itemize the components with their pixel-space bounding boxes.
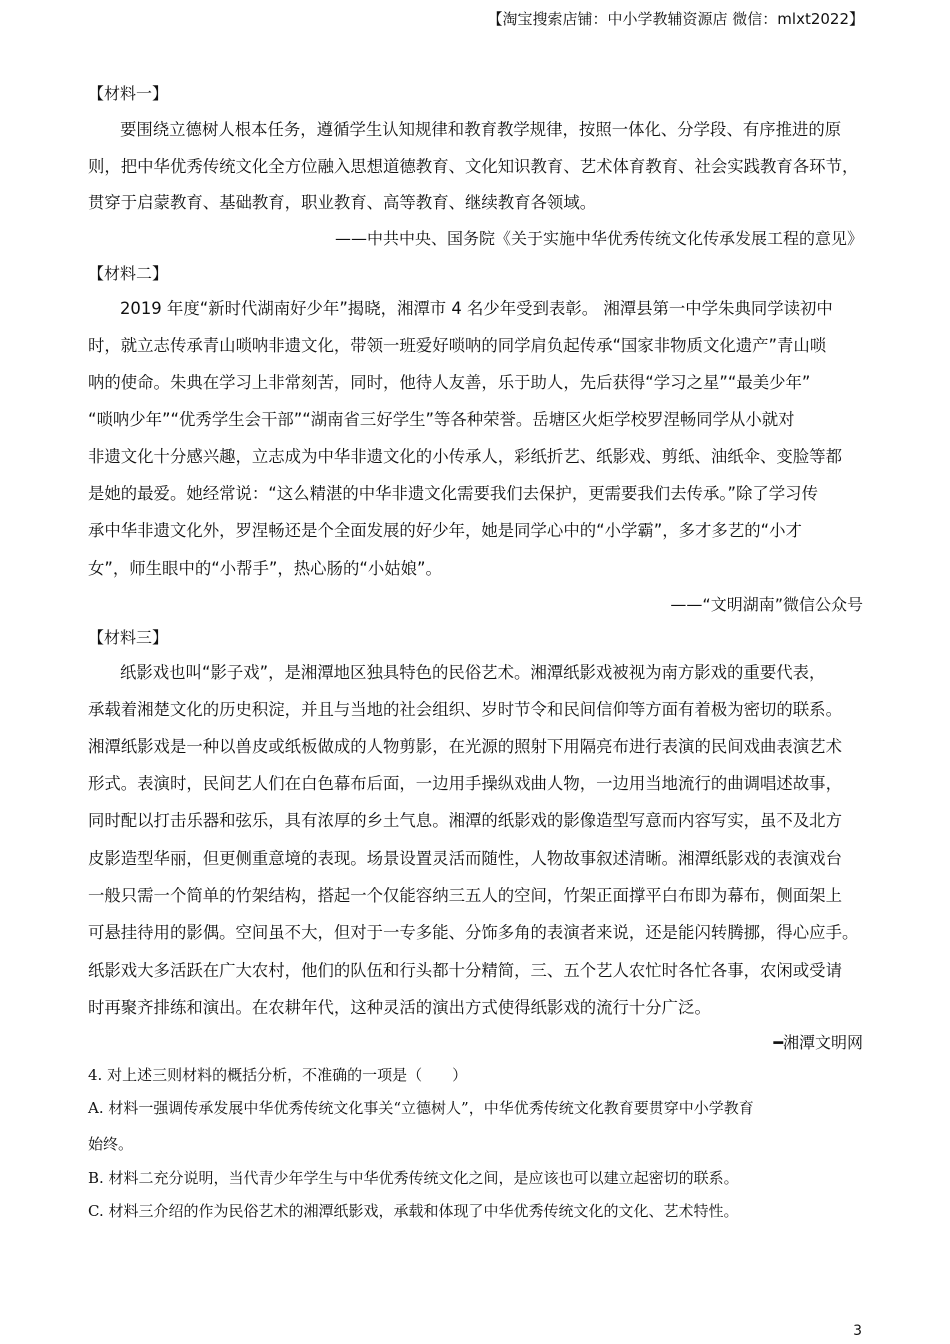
material3-line: 时再聚齐排练和演出。在农耕年代，这种灵活的演出方式使得纸影戏的流行十分广泛。 (88, 998, 711, 1017)
material3-source: ━湘潭文明网 (773, 1033, 863, 1052)
material3-line: 纸影戏也叫“影子戏”，是湘潭地区独具特色的民俗艺术。湘潭纸影戏被视为南方影戏的重要代表， (120, 663, 826, 682)
material2-line: 2019 年度“新时代湖南好少年”揭晓，湘潭市 4 名少年受到表彰。 湘潭县第一中学朱典同学读初中 (120, 299, 833, 318)
material3-line: 纸影戏大多活跃在广大农村，他们的队伍和行头都十分精简，三、五个艺人农忙时各忙各事，农闲或受请 (88, 961, 842, 980)
option-c: C. 材料三介绍的作为民俗艺术的湘潭纸影戏，承载和体现了中华优秀传统文化的文化、艺术特性。 (88, 1202, 739, 1220)
material3-line: 皮影造型华丽，但更侧重意境的表现。场景设置灵活而随性，人物故事叙述清晰。湘潭纸影戏的表演戏台 (88, 849, 842, 868)
material1-line: 贯穿于启蒙教育、基础教育，职业教育、高等教育、继续教育各领域。 (88, 193, 597, 212)
material2-line: 承中华非遗文化外，罗涅畅还是个全面发展的好少年，她是同学心中的“小学霸”，多才多艺的“小才 (88, 521, 802, 540)
material3-line: 形式。表演时，民间艺人们在白色幕布后面，一边用手操纵戏曲人物，一边用当地流行的曲调唱述故事， (88, 774, 842, 793)
material2-line: 非遗文化十分感兴趣，立志成为中华非遗文化的小传承人，彩纸折艺、纸影戏、剪纸、油纸伞、变脸等都 (88, 447, 842, 466)
header-note: 【淘宝搜索店铺：中小学教辅资源店 微信：mlxt2022】 (487, 10, 864, 28)
material3-tag: 【材料三】 (88, 628, 169, 647)
material3-line: 湘潭纸影戏是一种以兽皮或纸板做成的人物剪影，在光源的照射下用隔亮布进行表演的民间戏曲表演艺术 (88, 737, 842, 756)
material3-line: 同时配以打击乐器和弦乐，具有浓厚的乡土气息。湘潭的纸影戏的影像造型写意而内容写实，虽不及北方 (88, 811, 842, 830)
option-b: B. 材料二充分说明，当代青少年学生与中华优秀传统文化之间，是应该也可以建立起密切的联系。 (88, 1169, 739, 1187)
material2-line: 时，就立志传承青山唢呐非遗文化，带领一班爱好唢呐的同学肩负起传承“国家非物质文化遗产”青山唢 (88, 336, 827, 355)
material3-line: 承载着湘楚文化的历史积淀，并且与当地的社会组织、岁时节令和民间信仰等方面有着极为密切的联系。 (88, 700, 842, 719)
material1-line: 要围绕立德树人根本任务，遵循学生认知规律和教育教学规律，按照一体化、分学段、有序推进的原 (120, 120, 842, 139)
material1-line: 则，把中华优秀传统文化全方位融入思想道德教育、文化知识教育、艺术体育教育、社会实践教育各环节， (88, 157, 859, 176)
option-a: A. 材料一强调传承发展中华优秀传统文化事关“立德树人”，中华优秀传统文化教育要贯穿中小学教育 (88, 1099, 754, 1117)
material1-source: ——中共中央、国务院《关于实施中华优秀传统文化传承发展工程的意见》 (334, 229, 863, 248)
material2-line: 是她的最爱。她经常说：“这么精湛的中华非遗文化需要我们去保护，更需要我们去传承。”除了学习传 (88, 484, 818, 503)
material3-line: 一般只需一个简单的竹架结构，搭起一个仅能容纳三五人的空间，竹架正面撑平白布即为幕布，侧面架上 (88, 886, 842, 905)
material2-line: 女”，师生眼中的“小帮手”，热心肠的“小姑娘”。 (88, 559, 442, 578)
option-a-continued: 始终。 (88, 1135, 134, 1153)
material1-tag: 【材料一】 (88, 84, 169, 103)
material2-source: ——“文明湖南”微信公众号 (670, 595, 863, 614)
page-number: 3 (853, 1323, 862, 1339)
material2-line: 呐的使命。朱典在学习上非常刻苦，同时，他待人友善，乐于助人，先后获得“学习之星”“最美少年” (88, 373, 811, 392)
question-stem: 4. 对上述三则材料的概括分析，不准确的一项是（ ） (88, 1066, 468, 1084)
material2-tag: 【材料二】 (88, 264, 169, 283)
material3-line: 可悬挂待用的影偶。空间虽不大，但对于一专多能、分饰多角的表演者来说，还是能闪转腾挪，得心应手。 (88, 923, 859, 942)
material2-line: “唢呐少年”“优秀学生会干部”“湖南省三好学生”等各种荣誉。岳塘区火炬学校罗涅畅同学从小就对 (88, 410, 795, 429)
